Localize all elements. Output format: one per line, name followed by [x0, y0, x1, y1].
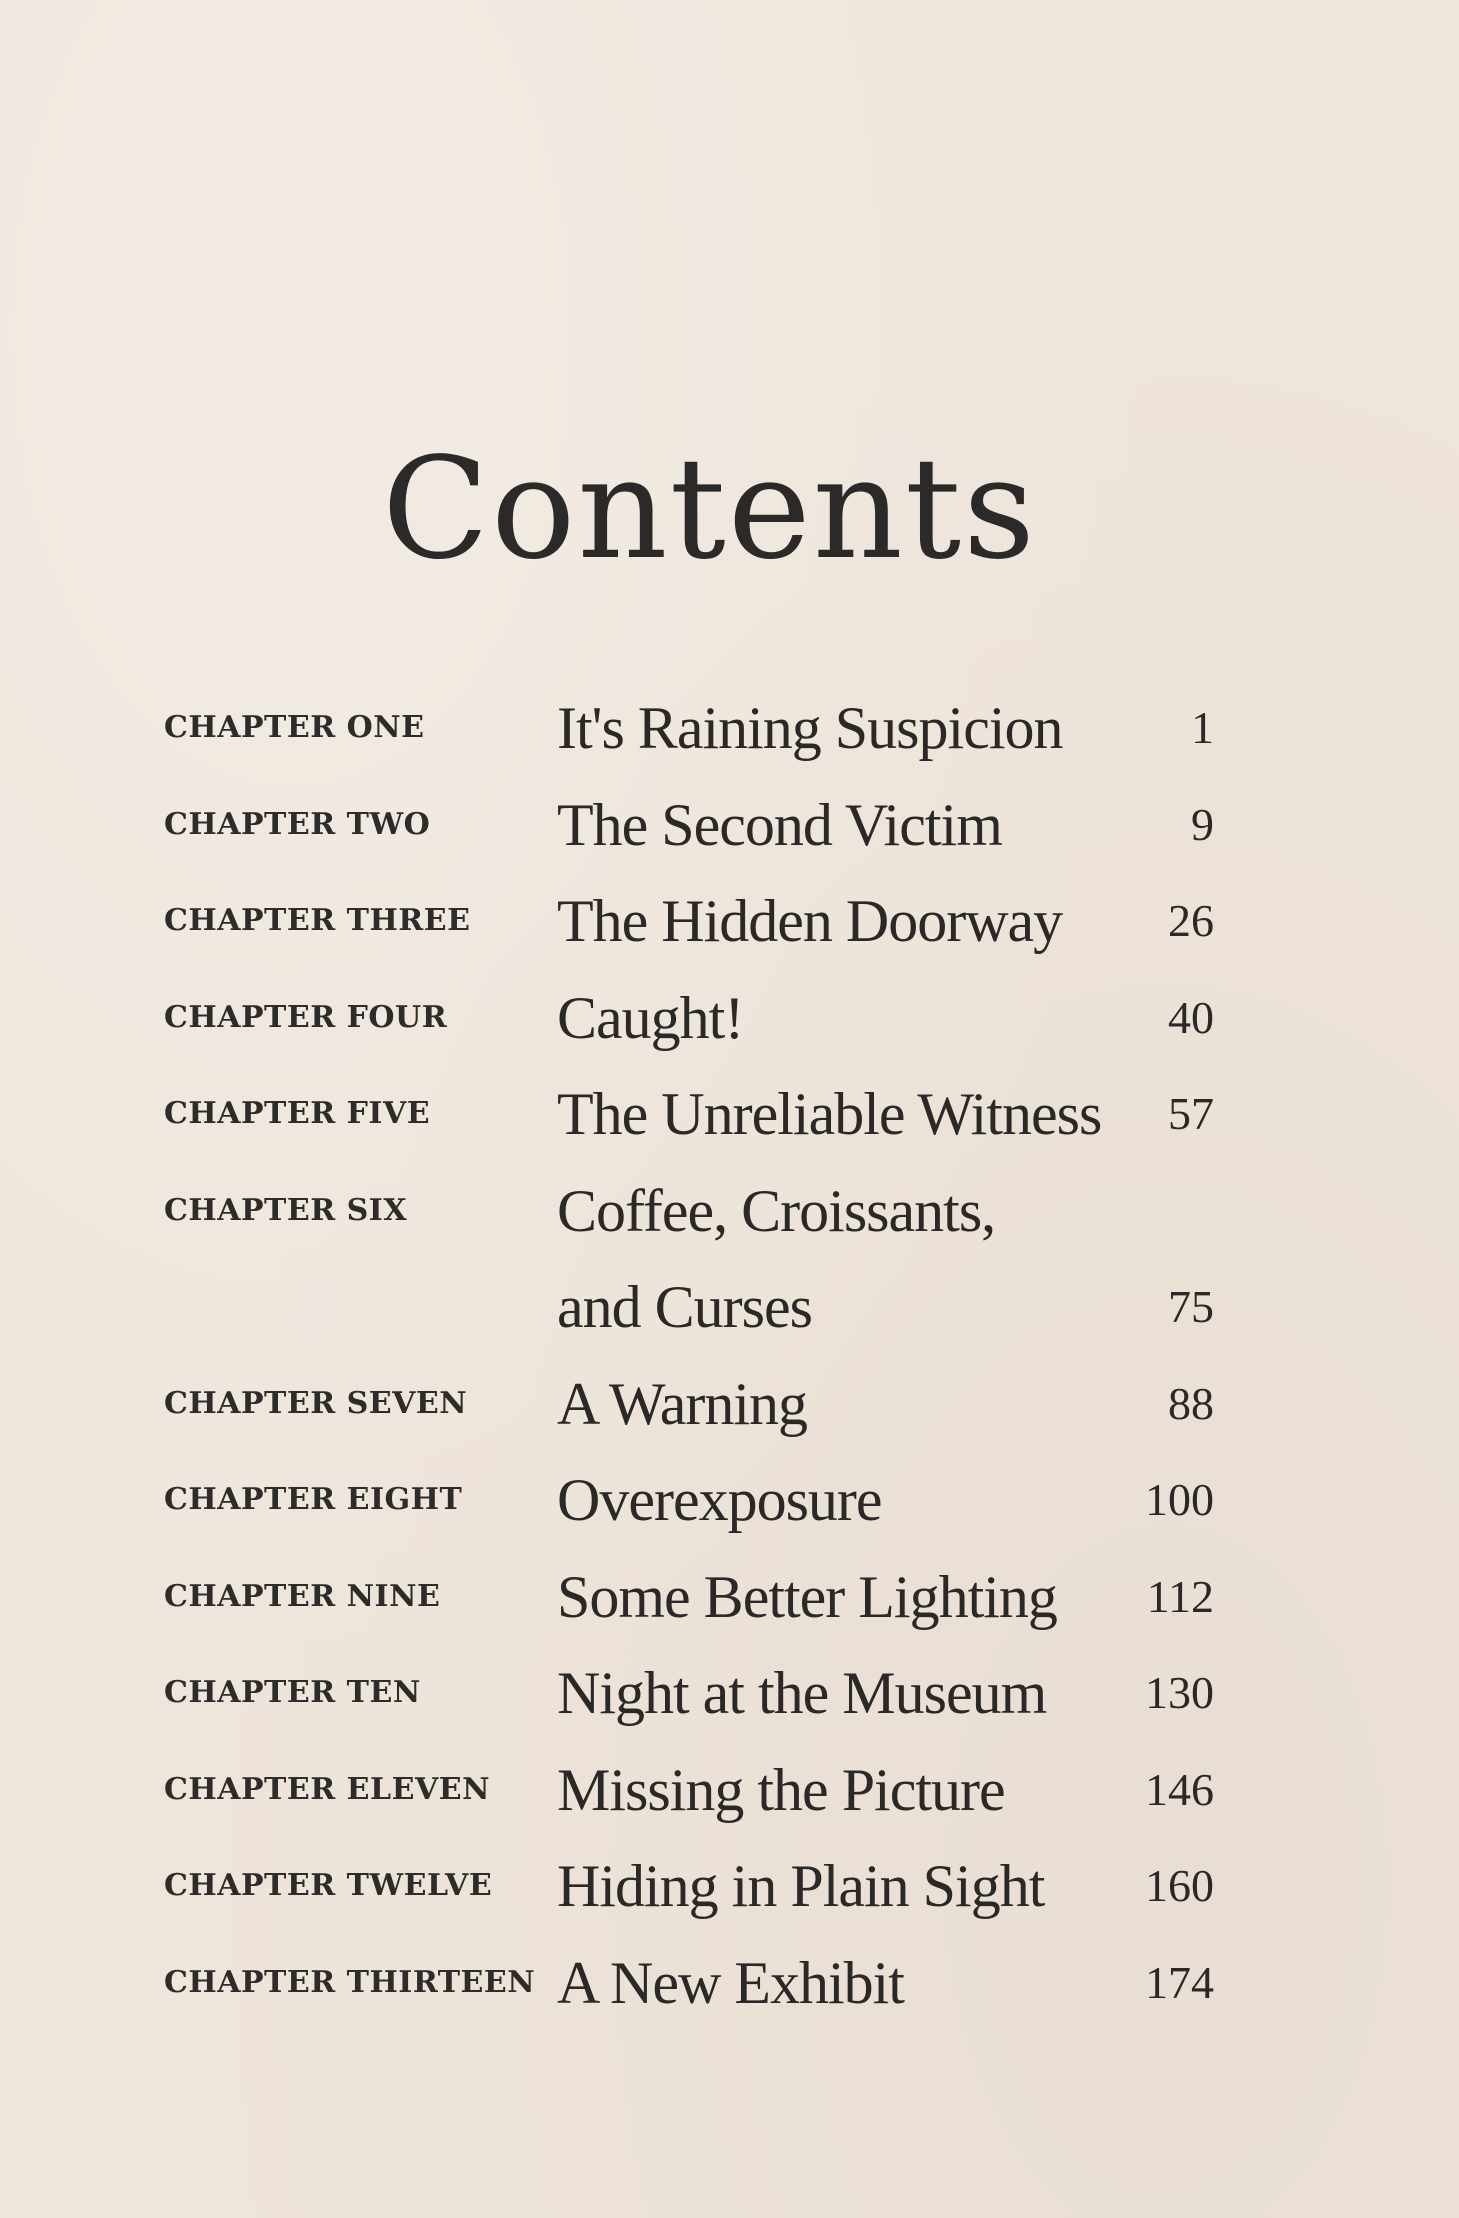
chapter-title: Caught!: [557, 984, 744, 1051]
chapter-title: The Unreliable Witness: [557, 1081, 1102, 1147]
toc-entry: [164, 1545, 1214, 1642]
chapter-page-number: 160: [1145, 1860, 1214, 1911]
toc-entry: [164, 1352, 1214, 1449]
chapter-page-number: 1: [1191, 702, 1214, 753]
chapter-title: It's Raining Suspicion: [557, 695, 1063, 761]
toc-entry: [164, 1448, 1214, 1545]
chapter-title: The Hidden Doorway: [557, 888, 1063, 954]
toc-entry: [164, 1062, 1214, 1159]
chapter-title-line-2: and Curses: [557, 1274, 812, 1340]
toc-entry: [164, 1159, 1214, 1352]
chapter-label: CHAPTER ONE: [164, 710, 425, 745]
chapter-title: Hiding in Plain Sight: [557, 1853, 1045, 1919]
chapter-title: Missing the Picture: [557, 1756, 1005, 1823]
chapter-page-number: 57: [1168, 1088, 1214, 1139]
chapter-label: CHAPTER TEN: [164, 1675, 421, 1710]
table-of-contents: [164, 676, 1214, 2027]
chapter-page-number: 40: [1168, 991, 1214, 1043]
chapter-label: CHAPTER FIVE: [164, 1096, 431, 1131]
chapter-page-number: 112: [1146, 1570, 1214, 1622]
chapter-title-line-1: Coffee, Croissants,: [557, 1177, 996, 1244]
toc-entry: [164, 1931, 1214, 2028]
toc-entry: [164, 676, 1214, 773]
toc-entry: [164, 1834, 1214, 1931]
chapter-label: CHAPTER ELEVEN: [164, 1771, 491, 1807]
toc-entry: [164, 869, 1214, 966]
chapter-title: Overexposure: [557, 1467, 882, 1533]
chapter-page-number: 146: [1145, 1763, 1214, 1815]
chapter-page-number: 100: [1145, 1474, 1214, 1525]
chapter-title: [557, 1163, 1087, 1356]
chapter-label: CHAPTER THREE: [164, 903, 471, 938]
chapter-label: CHAPTER TWELVE: [164, 1868, 493, 1903]
toc-entry: [164, 773, 1214, 870]
chapter-title: Night at the Museum: [557, 1660, 1047, 1726]
chapter-title: Some Better Lighting: [557, 1563, 1057, 1630]
page-title: Contents: [382, 428, 1037, 591]
chapter-title: A Warning: [557, 1370, 808, 1437]
chapter-title: A New Exhibit: [557, 1949, 904, 2016]
chapter-page-number: 88: [1168, 1377, 1214, 1429]
chapter-page-number: 130: [1145, 1667, 1214, 1718]
chapter-label: CHAPTER FOUR: [164, 999, 448, 1035]
chapter-label: CHAPTER EIGHT: [164, 1482, 463, 1517]
toc-entry: [164, 966, 1214, 1063]
chapter-label: CHAPTER THIRTEEN: [164, 1964, 536, 2000]
toc-entry: [164, 1738, 1214, 1835]
chapter-page-number: 75: [1168, 1280, 1214, 1332]
chapter-page-number: 174: [1145, 1956, 1214, 2008]
chapter-label: CHAPTER NINE: [164, 1578, 441, 1614]
chapter-label: CHAPTER SIX: [164, 1192, 408, 1228]
toc-entry: [164, 1641, 1214, 1738]
chapter-label: CHAPTER TWO: [164, 806, 431, 842]
chapter-title: The Second Victim: [557, 791, 1002, 858]
chapter-page-number: 26: [1168, 895, 1214, 946]
chapter-page-number: 9: [1191, 798, 1214, 850]
chapter-label: CHAPTER SEVEN: [164, 1385, 468, 1421]
